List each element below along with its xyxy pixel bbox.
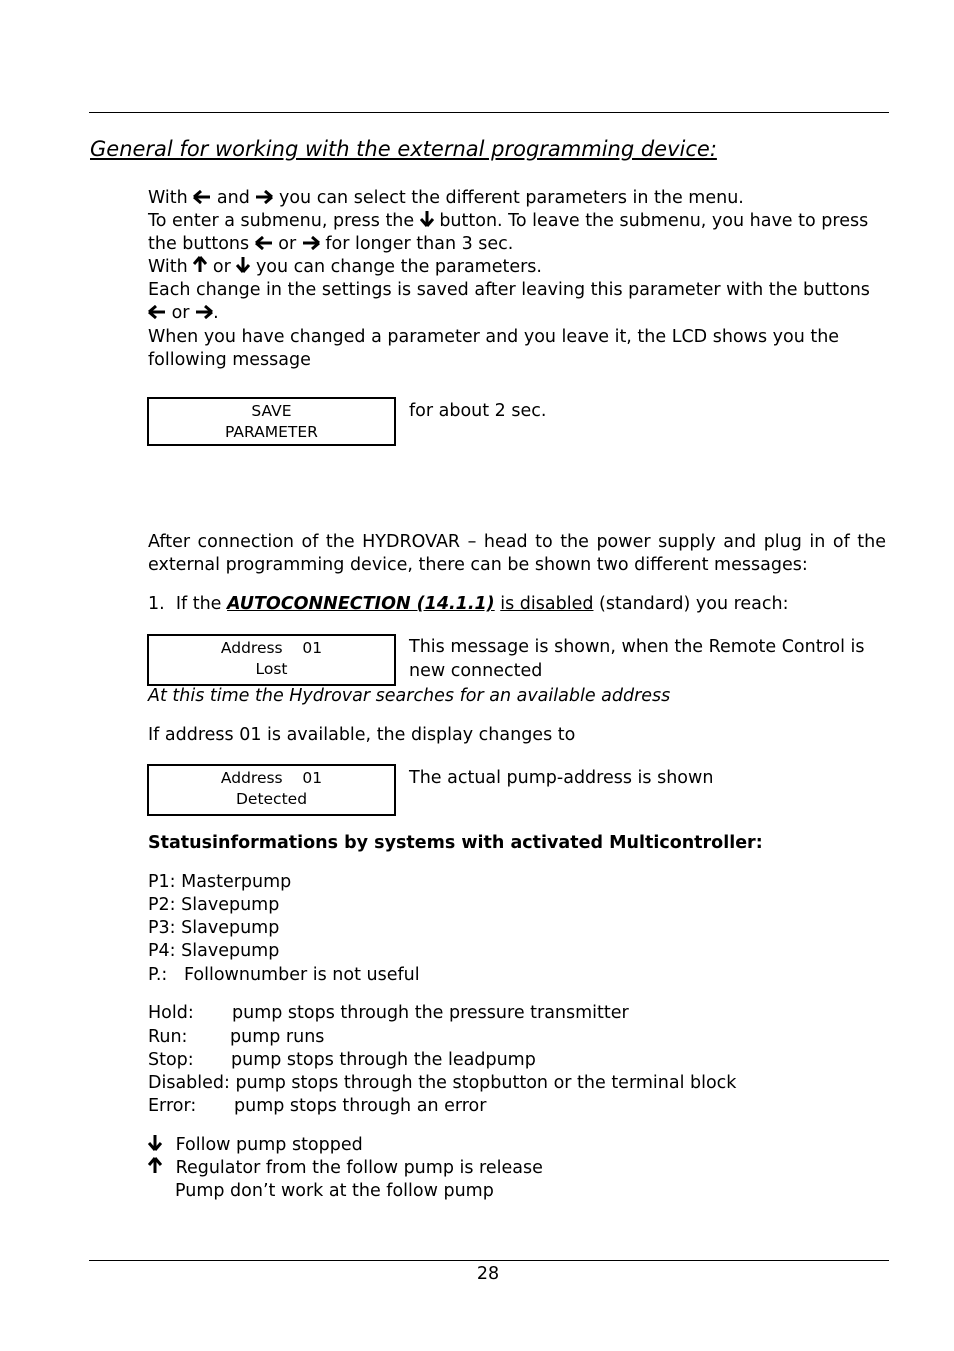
if-available-text: If address 01 is available, the display changes to bbox=[148, 725, 576, 745]
list-number: 1. bbox=[148, 594, 165, 614]
intro-line-1 bbox=[148, 187, 744, 210]
text: If the bbox=[175, 594, 222, 614]
lcd-address-detected bbox=[147, 764, 396, 816]
text: or bbox=[171, 303, 190, 323]
text: or bbox=[278, 234, 297, 254]
text: With bbox=[148, 257, 188, 277]
state-row bbox=[148, 1095, 486, 1118]
arrow-right-icon bbox=[302, 236, 320, 250]
text: . bbox=[213, 303, 219, 323]
pump-item: P3: Slavepump bbox=[148, 918, 280, 938]
state-row bbox=[148, 1049, 536, 1072]
state-label: Run: bbox=[148, 1027, 188, 1047]
arrow-left-icon bbox=[255, 236, 273, 250]
lcd-detected-note: The actual pump-address is shown bbox=[409, 768, 714, 788]
state-row bbox=[148, 1026, 324, 1049]
text: and bbox=[216, 188, 250, 208]
pump-item: P2: Slavepump bbox=[148, 895, 280, 915]
text: With bbox=[148, 188, 188, 208]
arrow-up-icon bbox=[193, 256, 207, 273]
arrow-down-icon bbox=[148, 1134, 162, 1151]
text: you can select the different parameters in the menu. bbox=[278, 188, 744, 208]
state-label: Error: bbox=[148, 1096, 197, 1116]
lcd-address-lost bbox=[147, 634, 396, 686]
state-label: Hold: bbox=[148, 1003, 194, 1023]
text: is disabled bbox=[500, 594, 594, 614]
lcd-save-parameter bbox=[147, 397, 396, 446]
state-row bbox=[148, 1072, 736, 1095]
lcd-line-2: Detected bbox=[235, 790, 308, 808]
legend-down bbox=[148, 1134, 363, 1157]
lcd-lost-note-2: new connected bbox=[409, 661, 543, 681]
pump-item: P1: Masterpump bbox=[148, 872, 292, 892]
lcd-lost-note-1: This message is shown, when the Remote Control is bbox=[409, 637, 865, 657]
pump-item: P4: Slavepump bbox=[148, 941, 280, 961]
intro-line-7: When you have changed a parameter and you leave it, the LCD shows you the bbox=[148, 327, 840, 347]
lcd-line-1: Address 01 bbox=[220, 639, 323, 657]
intro-line-2 bbox=[148, 210, 868, 233]
state-desc: pump stops through the pressure transmitter bbox=[232, 1003, 629, 1023]
text: (standard) you reach: bbox=[599, 594, 789, 614]
list-item-1 bbox=[148, 593, 789, 616]
lcd-line-2: Lost bbox=[255, 660, 288, 678]
intro-line-3 bbox=[148, 233, 513, 256]
intro-line-6 bbox=[148, 302, 219, 325]
text: for longer than 3 sec. bbox=[325, 234, 514, 254]
state-desc: pump stops through the stopbutton or the terminal block bbox=[235, 1073, 737, 1093]
pump-item: P.: Follownumber is not useful bbox=[148, 965, 420, 985]
bottom-rule bbox=[89, 1260, 889, 1261]
searching-note: At this time the Hydrovar searches for an available address bbox=[148, 686, 671, 706]
intro-line-4 bbox=[148, 256, 542, 279]
arrow-down-icon bbox=[420, 210, 434, 227]
after-connection-paragraph: After connection of the HYDROVAR – head to the power supply and plug in of the external programming device, there can be shown two different messages: bbox=[148, 532, 886, 575]
state-row bbox=[148, 1002, 629, 1025]
arrow-left-icon bbox=[148, 305, 166, 319]
legend-down-text: Follow pump stopped bbox=[175, 1135, 363, 1155]
state-desc: pump stops through the leadpump bbox=[231, 1050, 536, 1070]
top-rule bbox=[89, 112, 889, 113]
intro-line-5: Each change in the settings is saved after leaving this parameter with the buttons bbox=[148, 280, 870, 300]
arrow-left-icon bbox=[193, 190, 211, 204]
state-desc: pump stops through an error bbox=[234, 1096, 487, 1116]
arrow-up-icon bbox=[148, 1157, 162, 1174]
legend-up-2: Pump don’t work at the follow pump bbox=[175, 1181, 494, 1201]
arrow-right-icon bbox=[195, 305, 213, 319]
arrow-down-icon bbox=[236, 256, 250, 273]
status-heading: Statusinformations by systems with activated Multicontroller: bbox=[148, 833, 763, 853]
legend-up bbox=[148, 1157, 543, 1180]
intro-line-8: following message bbox=[148, 350, 311, 370]
legend-up-text: Regulator from the follow pump is release bbox=[175, 1158, 543, 1178]
text: the buttons bbox=[148, 234, 250, 254]
lcd-line-1: Address 01 bbox=[220, 769, 323, 787]
lcd-line-1: SAVE bbox=[251, 402, 292, 420]
text: you can change the parameters. bbox=[255, 257, 542, 277]
autoconnection-link[interactable]: AUTOCONNECTION (14.1.1) bbox=[227, 594, 495, 614]
page-number: 28 bbox=[476, 1264, 500, 1284]
text: or bbox=[212, 257, 231, 277]
state-label: Stop: bbox=[148, 1050, 194, 1070]
arrow-right-icon bbox=[255, 190, 273, 204]
lcd-line-2: PARAMETER bbox=[225, 423, 318, 441]
text: button. To leave the submenu, you have to press bbox=[439, 211, 869, 231]
state-label: Disabled: bbox=[148, 1073, 230, 1093]
section-heading: General for working with the external programming device: bbox=[90, 137, 717, 161]
lcd-save-note: for about 2 sec. bbox=[409, 401, 547, 421]
text: To enter a submenu, press the bbox=[148, 211, 415, 231]
state-desc: pump runs bbox=[230, 1027, 325, 1047]
